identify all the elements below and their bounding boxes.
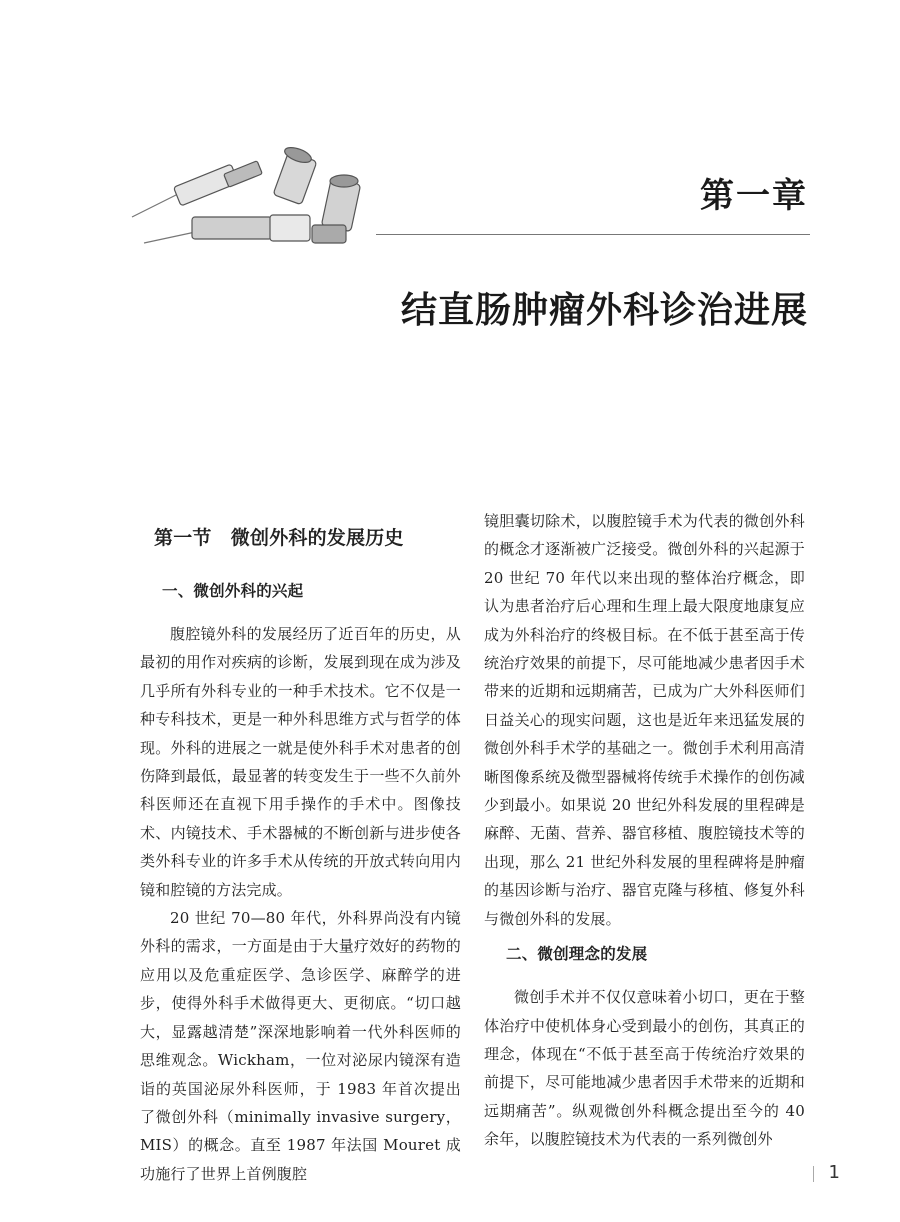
subsection-title-2: 二、微创理念的发展 bbox=[506, 945, 648, 964]
paragraph-3: 镜胆囊切除术，以腹腔镜手术为代表的微创外科的概念才逐渐被广泛接受。微创外科的兴起源于 20 世纪 70 年代以来出现的整体治疗概念，即认为患者治疗后心理和生理上最大限度地康复应成为外科治疗的终极目标。在不低于甚至高于传统治疗效果的前提下，尽可能地减少患者因手术带来的近期和远期痛苦，已成为广大外科医师们日益关心的现实问题，这也是近年来迅猛发展的微创外科手术学的基础之一。微创手术利用高清晰图像系统及微型器械将传统手术操作的创伤减少到最小。如果说 20 世纪外科发展的里程碑是麻醉、无菌、营养、器官移植、腹腔镜技术等的出现，那么 21 世纪外科发展的里程碑将是肿瘤的基因诊断与治疗、器官克隆与移植、修复外科与微创外科的发展。 bbox=[484, 512, 805, 928]
chapter-divider bbox=[376, 234, 810, 235]
left-column bbox=[140, 510, 461, 1188]
page-number-divider bbox=[813, 1166, 814, 1182]
subsection-title-1: 一、微创外科的兴起 bbox=[162, 582, 304, 600]
surgical-trocar-illustration bbox=[130, 145, 370, 250]
section-title: 第一节 微创外科的发展历史 bbox=[154, 527, 404, 549]
paragraph-2: 20 世纪 70—80 年代，外科界尚没有内镜外科的需求，一方面是由于大量疗效好的药物的应用以及危重症医学、急诊医学、麻醉学的进步，使得外科手术做得更大、更彻底。“切口越大，显露越清楚”深深地影响着一代外科医师的思维观念。Wickham，一位对泌尿内镜深有造诣的英国泌尿外科医师，于 1983 年首次提出了微创外科（minimally invasive surgery，MIS）的概念。直至 1987 年法国 Mouret 成功施行了世界上首例腹腔 bbox=[140, 909, 461, 1183]
paragraph-4: 微创手术并不仅仅意味着小切口，更在于整体治疗中使机体身心受到最小的创伤，其真正的理念，体现在“不低于甚至高于传统治疗效果的前提下，尽可能地减少患者因手术带来的近期和远期痛苦”。纵观微创外科概念提出至今的 40 余年，以腹腔镜技术为代表的一系列微创外 bbox=[484, 988, 805, 1149]
paragraph-1: 腹腔镜外科的发展经历了近百年的历史，从最初的用作对疾病的诊断，发展到现在成为涉及几乎所有外科专业的一种手术技术。它不仅是一种专科技术，更是一种外科思维方式与哲学的体现。外科的进展之一就是使外科手术对患者的创伤降到最低，最显著的转变发生于一些不久前外科医师还在直视下用手操作的手术中。图像技术、内镜技术、手术器械的不断创新与进步使各类外科专业的许多手术从传统的开放式转向用内镜和腔镜的方法完成。 bbox=[140, 625, 461, 899]
page-number: 1 bbox=[828, 1162, 840, 1183]
right-column bbox=[484, 507, 805, 1154]
chapter-label: 第一章 bbox=[700, 176, 808, 216]
chapter-title: 结直肠肿瘤外科诊治进展 bbox=[400, 290, 808, 331]
